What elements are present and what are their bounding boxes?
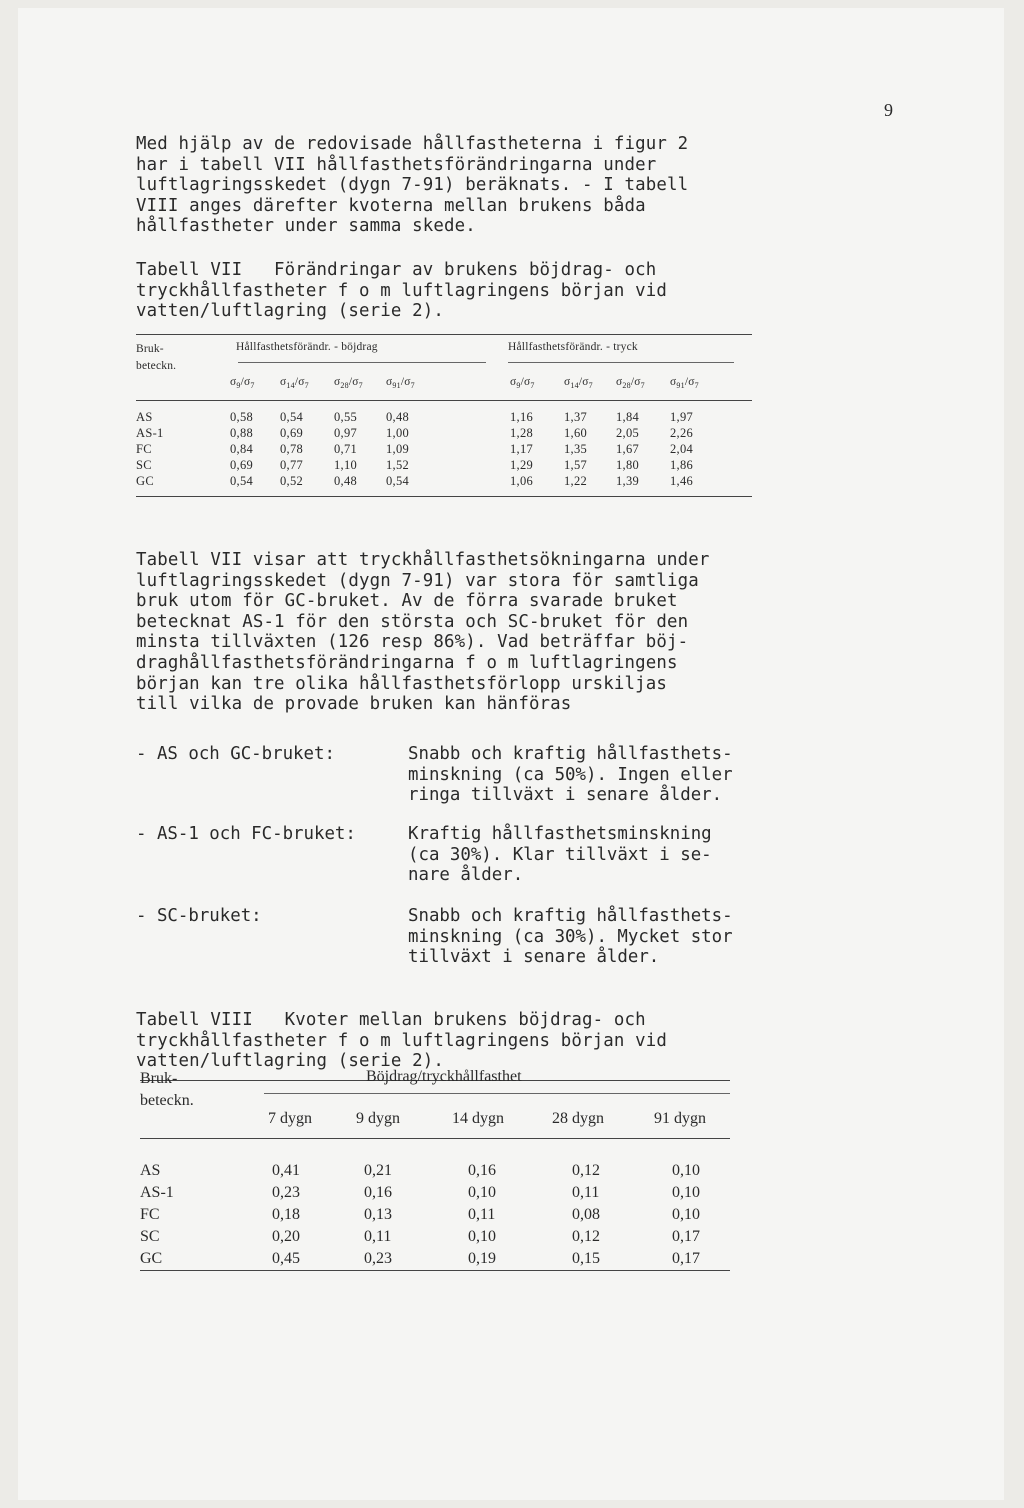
rule: [140, 1270, 730, 1271]
table8-mix-label: GC: [140, 1250, 163, 1267]
table7-cell: 1,06: [510, 474, 534, 488]
rule: [264, 1093, 730, 1094]
list-item-description: [408, 744, 733, 806]
table8-header-mix: [140, 1068, 194, 1112]
table8-subheader: 9 dygn: [356, 1110, 400, 1127]
table7-cell: 2,04: [670, 442, 694, 456]
table7-cell: 0,88: [230, 426, 254, 440]
table8-cell: 0,41: [272, 1162, 300, 1179]
list-item-description: [408, 906, 733, 968]
table8-mix-label: SC: [140, 1228, 160, 1245]
table7-cell: 0,69: [280, 426, 304, 440]
middle-line: minsta tillväxten (126 resp 86%). Vad beträffar böj-: [136, 632, 689, 653]
table7-cell: 1,57: [564, 458, 588, 472]
table8-cell: 0,11: [572, 1184, 600, 1201]
middle-line: bruk utom för GC-bruket. Av de förra svarade bruket: [136, 591, 678, 612]
table8-cell: 0,10: [672, 1162, 700, 1179]
table7-cell: 0,69: [230, 458, 254, 472]
table7-cell: 0,71: [334, 442, 358, 456]
table8-mix-label: FC: [140, 1206, 160, 1223]
table8-mix-label: AS-1: [140, 1184, 174, 1201]
table8-cell: 0,12: [572, 1162, 600, 1179]
list-item-label: - AS och GC-bruket:: [136, 744, 335, 764]
table7-cell: 1,80: [616, 458, 640, 472]
table7-mix-label: FC: [136, 442, 152, 456]
table8-caption-line: tryckhållfastheter f o m luftlagringens början vid: [136, 1030, 668, 1051]
table7-cell: 1,16: [510, 410, 534, 424]
table7-cell: 1,17: [510, 442, 534, 456]
table8-cell: 0,16: [364, 1184, 392, 1201]
table8-cell: 0,16: [468, 1162, 496, 1179]
table7-caption-line: Tabell VII Förändringar av brukens böjdrag- och: [136, 260, 657, 280]
table7-cell: 0,55: [334, 410, 358, 424]
table8-subheader: 14 dygn: [452, 1110, 504, 1127]
table8-caption-line: Tabell VIII Kvoter mellan brukens böjdrag- och: [136, 1010, 646, 1030]
page-number: 9: [884, 100, 893, 120]
table8-cell: 0,20: [272, 1228, 300, 1245]
table7-cell: 2,26: [670, 426, 694, 440]
table8-header-mix-line: beteckn.: [140, 1092, 194, 1109]
table7-header-mix-line: beteckn.: [136, 360, 177, 372]
middle-line: till vilka de provade bruken kan hänföras: [136, 694, 572, 715]
table7-mix-label: AS-1: [136, 426, 164, 440]
table7-cell: 1,22: [564, 474, 588, 488]
intro-line: hållfastheter under samma skede.: [136, 216, 476, 237]
table8-cell: 0,13: [364, 1206, 392, 1223]
table7-caption: [136, 260, 896, 322]
table7-subheader: $\sigma_9/\sigma_7$: [230, 376, 255, 390]
list-item-description-line: (ca 30%). Klar tillväxt i se-: [408, 844, 712, 865]
list-item-description-line: minskning (ca 30%). Mycket stor: [408, 926, 733, 947]
table7-group-bending: Hållfasthetsförändr. - böjdrag: [236, 341, 378, 353]
table8-caption: [136, 1010, 896, 1072]
table8-cell: 0,11: [364, 1228, 392, 1245]
rule: [508, 362, 734, 363]
table7-cell: 0,54: [230, 474, 254, 488]
table7-mix-label: AS: [136, 410, 153, 424]
table7-cell: 2,05: [616, 426, 640, 440]
middle-line: Tabell VII visar att tryckhållfasthetsökningarna under: [136, 550, 710, 570]
table8-cell: 0,23: [364, 1250, 392, 1267]
table8-cell: 0,21: [364, 1162, 392, 1179]
table7-cell: 1,39: [616, 474, 640, 488]
middle-line: luftlagringsskedet (dygn 7-91) var stora för samtliga: [136, 570, 699, 591]
table7-subheader: $\sigma_{28}/\sigma_7$: [334, 376, 363, 390]
table7-group-compression: Hållfasthetsförändr. - tryck: [508, 341, 638, 353]
list-item-description-line: Snabb och kraftig hållfasthets-: [408, 906, 733, 926]
table7-subheader: $\sigma_{91}/\sigma_7$: [386, 376, 415, 390]
rule: [140, 1138, 730, 1139]
table8-subheader: 91 dygn: [654, 1110, 706, 1127]
table8-cell: 0,10: [468, 1184, 496, 1201]
table8-cell: 0,11: [468, 1206, 496, 1223]
table7-cell: 1,52: [386, 458, 410, 472]
table8-subheader: 7 dygn: [268, 1110, 312, 1127]
table7-cell: 1,84: [616, 410, 640, 424]
table7-cell: 0,97: [334, 426, 358, 440]
table8-mix-label: AS: [140, 1162, 161, 1179]
document-page: [18, 8, 1004, 1500]
table8-cell: 0,12: [572, 1228, 600, 1245]
table7-mix-label: SC: [136, 458, 152, 472]
table7-subheader: $\sigma_{28}/\sigma_7$: [616, 376, 645, 390]
rule: [136, 400, 752, 401]
table7-cell: 1,97: [670, 410, 694, 424]
table7-cell: 1,28: [510, 426, 534, 440]
table8-cell: 0,10: [672, 1184, 700, 1201]
table7-subheader: $\sigma_{14}/\sigma_7$: [280, 376, 309, 390]
rule: [136, 496, 752, 497]
table7-cell: 0,77: [280, 458, 304, 472]
intro-paragraph: [136, 134, 896, 237]
middle-line: början kan tre olika hållfasthetsförlopp urskiljas: [136, 673, 668, 694]
middle-line: draghållfasthetsförändringarna f o m luftlagringens: [136, 652, 678, 673]
list-item-label: - AS-1 och FC-bruket:: [136, 824, 356, 844]
table7-cell: 1,67: [616, 442, 640, 456]
list-item-label: - SC-bruket:: [136, 906, 262, 926]
table7-cell: 1,86: [670, 458, 694, 472]
table7-cell: 1,10: [334, 458, 358, 472]
table8-cell: 0,17: [672, 1250, 700, 1267]
rule: [238, 362, 486, 363]
table7-cell: 0,84: [230, 442, 254, 456]
table7-cell: 1,29: [510, 458, 534, 472]
table7-header-mix: [136, 341, 176, 375]
middle-paragraph: [136, 550, 896, 715]
table7-subheader: $\sigma_{14}/\sigma_7$: [564, 376, 593, 390]
list-item-description-line: ringa tillväxt i senare ålder.: [408, 785, 723, 806]
list-item-description-line: Snabb och kraftig hållfasthets-: [408, 744, 733, 764]
table8-caption-line: vatten/luftlagring (serie 2).: [136, 1051, 444, 1072]
table7-cell: 0,54: [280, 410, 304, 424]
table8-cell: 0,19: [468, 1250, 496, 1267]
intro-line: luftlagringsskedet (dygn 7-91) beräknats. - I tabell: [136, 175, 689, 196]
table7-cell: 0,52: [280, 474, 304, 488]
table7-cell: 0,48: [334, 474, 358, 488]
table8-cell: 0,15: [572, 1250, 600, 1267]
table7-cell: 1,37: [564, 410, 588, 424]
intro-line: Med hjälp av de redovisade hållfastheterna i figur 2: [136, 134, 689, 154]
intro-line: VIII anges därefter kvoterna mellan brukens båda: [136, 195, 646, 216]
table8-cell: 0,10: [468, 1228, 496, 1245]
table7-cell: 0,58: [230, 410, 254, 424]
table7-caption-line: vatten/luftlagring (serie 2).: [136, 301, 444, 322]
table8-header-mix-line: Bruk-: [140, 1070, 178, 1087]
list-item-description: [408, 824, 712, 886]
table7-caption-line: tryckhållfastheter f o m luftlagringens början vid: [136, 280, 668, 301]
table7-cell: 1,00: [386, 426, 410, 440]
table8-cell: 0,18: [272, 1206, 300, 1223]
table7-subheader: $\sigma_9/\sigma_7$: [510, 376, 535, 390]
table7-subheader: $\sigma_{91}/\sigma_7$: [670, 376, 699, 390]
table8-subheader: 28 dygn: [552, 1110, 604, 1127]
table8-cell: 0,23: [272, 1184, 300, 1201]
middle-line: betecknat AS-1 för den största och SC-bruket för den: [136, 611, 689, 632]
table8-group-header: Böjdrag/tryckhållfasthet: [366, 1068, 522, 1085]
list-item-description-line: Kraftig hållfasthetsminskning: [408, 824, 712, 844]
list-item-description-line: tillväxt i senare ålder.: [408, 947, 660, 968]
table7-cell: 0,78: [280, 442, 304, 456]
rule: [136, 334, 752, 335]
table8-cell: 0,10: [672, 1206, 700, 1223]
table7-cell: 0,48: [386, 410, 410, 424]
table7-cell: 1,09: [386, 442, 410, 456]
table7-mix-label: GC: [136, 474, 154, 488]
list-item-description-line: minskning (ca 50%). Ingen eller: [408, 764, 733, 785]
table8-cell: 0,45: [272, 1250, 300, 1267]
list-item-description-line: nare ålder.: [408, 865, 524, 886]
table7-header-mix-line: Bruk-: [136, 343, 164, 355]
intro-line: har i tabell VII hållfasthetsförändringarna under: [136, 154, 657, 175]
table7-cell: 1,46: [670, 474, 694, 488]
table7-cell: 0,54: [386, 474, 410, 488]
table8-cell: 0,17: [672, 1228, 700, 1245]
table8-cell: 0,08: [572, 1206, 600, 1223]
table7-cell: 1,35: [564, 442, 588, 456]
table7-cell: 1,60: [564, 426, 588, 440]
